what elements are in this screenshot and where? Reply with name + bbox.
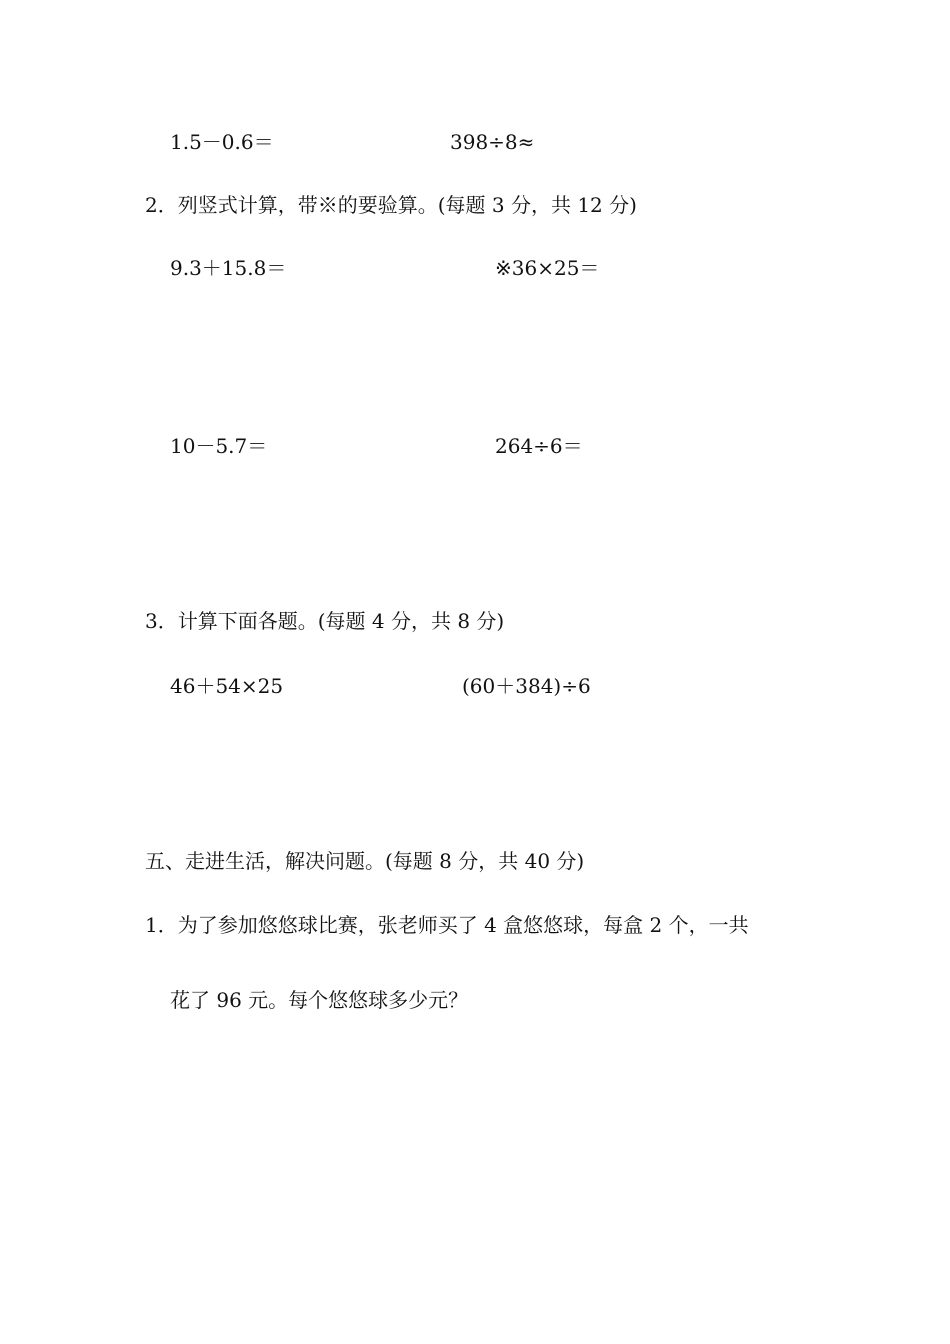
word-problem-1-line-1: 1．为了参加悠悠球比赛，张老师买了 4 盒悠悠球，每盒 2 个，一共 — [145, 913, 749, 937]
vertical-calc-heading: 2．列竖式计算，带※的要验算。(每题 3 分，共 12 分) — [145, 193, 637, 217]
vertical-calc-problem-1: 9.3＋15.8＝ — [170, 256, 287, 280]
compute-problem-2: (60＋384)÷6 — [462, 674, 591, 698]
word-problem-1-line-2: 花了 96 元。每个悠悠球多少元？ — [170, 988, 469, 1012]
vertical-calc-problem-4: 264÷6＝ — [495, 434, 583, 458]
vertical-calc-problem-3: 10－5.7＝ — [170, 434, 268, 458]
compute-problem-1: 46＋54×25 — [170, 674, 284, 698]
section-five-heading: 五、走进生活，解决问题。(每题 8 分，共 40 分) — [145, 849, 585, 873]
compute-heading: 3．计算下面各题。(每题 4 分，共 8 分) — [145, 609, 505, 633]
vertical-calc-problem-2: ※36×25＝ — [495, 256, 600, 280]
oral-calc-expression-left: 1.5－0.6＝ — [170, 130, 274, 154]
oral-calc-expression-right: 398÷8≈ — [450, 130, 535, 154]
